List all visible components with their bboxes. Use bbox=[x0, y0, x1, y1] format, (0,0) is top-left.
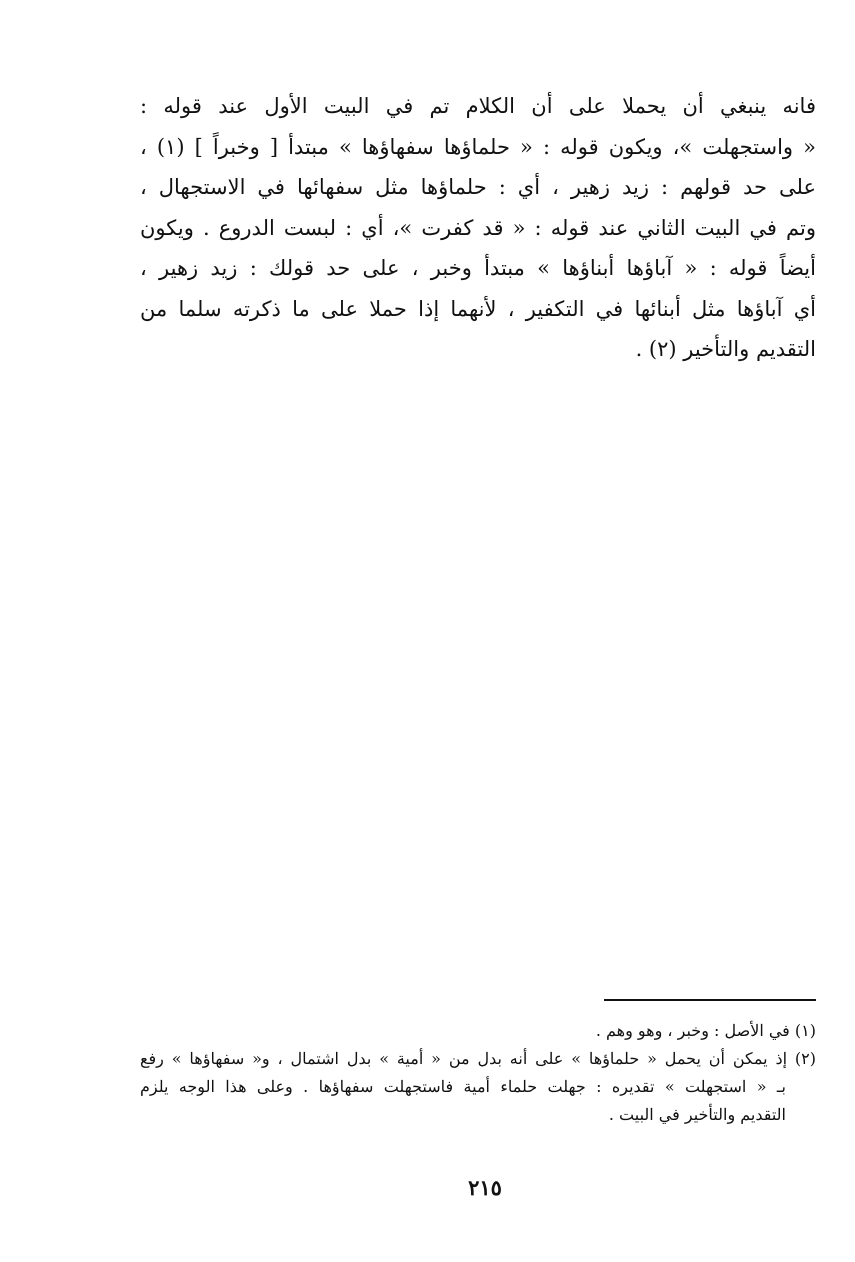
text-line: وتم في البيت الثاني عند قوله : « قد كفرت »، أي : لبست الدروع . ويكون bbox=[140, 215, 816, 240]
page-number: ٢١٥ bbox=[468, 1175, 502, 1200]
text-line: فانه ينبغي أن يحملا على أن الكلام تم في البيت الأول عند قوله : bbox=[140, 94, 816, 118]
footnote-2: (٢) إذ يمكن أن يحمل « حلماؤها » على أنه بدل من « أمية » بدل اشتمال ، و« سفهاؤها » رفع bbox=[140, 1049, 816, 1068]
footnote-2-continuation: بـ « استجهلت » تقديره : جهلت حلماء أمية فاستجهلت سفهاؤها . وعلى هذا الوجه يلزم bbox=[140, 1077, 786, 1096]
text-line: التقديم والتأخير (٢) . bbox=[635, 337, 816, 361]
text-line: على حد قولهم : زيد زهير ، أي : حلماؤها مثل سفهائها في الاستجهال ، bbox=[140, 175, 816, 199]
main-paragraph bbox=[140, 86, 816, 370]
footnote-2-continuation: التقديم والتأخير في البيت . bbox=[608, 1105, 786, 1124]
footnote-separator bbox=[604, 999, 816, 1001]
text-line: « واستجهلت »، ويكون قوله : « حلماؤها سفهاؤها » مبتدأ [ وخبراً ] (١) ، bbox=[140, 134, 816, 159]
text-line: أيضاً قوله : « آباؤها أبناؤها » مبتدأ وخبر ، على حد قولك : زيد زهير ، bbox=[140, 256, 816, 280]
footnotes bbox=[140, 1017, 816, 1129]
text-line: أي آباؤها مثل أبنائها في التكفير ، لأنهما إذا حملا على ما ذكرته سلما من bbox=[140, 296, 816, 321]
footnote-1: (١) في الأصل : وخبر ، وهو وهم . bbox=[595, 1021, 816, 1040]
